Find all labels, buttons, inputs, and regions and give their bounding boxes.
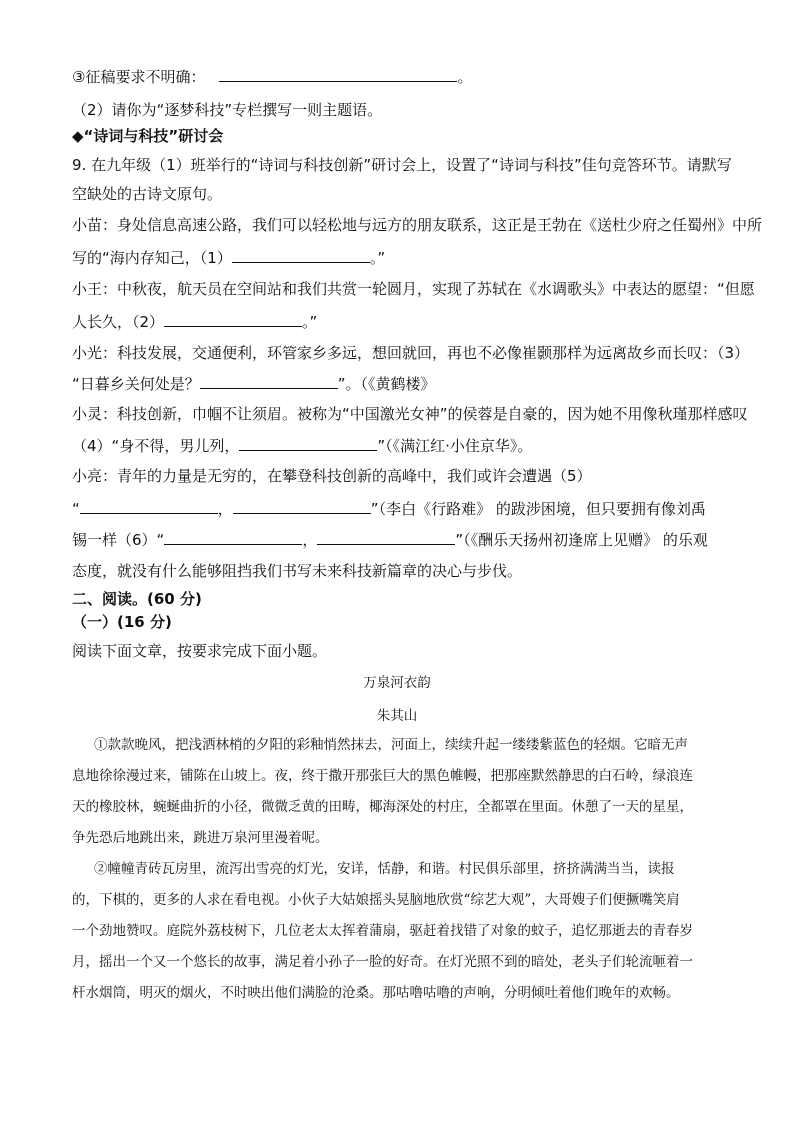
wang-line1: 小王：中秋夜，航天员在空间站和我们共赏一轮圆月，实现了苏轼在《水调歌头》中表达的愿望：“但愿: [72, 280, 755, 298]
q8-item3-end: 。: [457, 68, 473, 86]
answer-blank-1[interactable]: [232, 247, 370, 263]
liang-line2: [72, 498, 706, 519]
q9-line2: 空缺处的古诗文原句。: [72, 185, 223, 203]
article-author: 朱其山: [376, 708, 418, 724]
reading-header: 二、阅读。(60 分): [72, 590, 202, 608]
wang-line2-end: 。”: [302, 313, 318, 331]
article-p1-line: 息地徐徐漫过来，铺陈在山坡上。夜，终于撒开那张巨大的黑色帷幔，把那座默然静思的白石岭，绿浪连: [72, 768, 693, 784]
article-p1-line: 天的橡胶林，蜿蜒曲折的小径，微微乏黄的田畴，椰海深处的村庄，全都罩在里面。休憩了一天的星星，: [72, 799, 693, 815]
miao-line2-end: 。”: [369, 249, 386, 267]
liang-line3-end: ”（《酬乐天扬州初逢席上见赠》 的乐观: [455, 531, 708, 549]
liang-line4: 态度，就没有什么能够阻挡我们书写未来科技新篇章的决心与步伐。: [72, 562, 523, 580]
liang-line2-quote: “: [72, 500, 80, 518]
wang-line2-text: 人长久，（2）: [72, 313, 165, 331]
reading-instruction: 阅读下面文章，按要求完成下面小题。: [72, 642, 328, 660]
article-p2-line: 的，下棋的，更多的人求在看电视。小伙子大姑娘摇头晃脑地欣赏“综艺大观”，大哥嫂子们便撅嘴笑肩: [72, 892, 680, 908]
q8-item3-label: ③征稿要求不明确：: [72, 68, 206, 86]
answer-blank-5a[interactable]: [80, 498, 218, 514]
q8-part2: （2）请你为“逐梦科技”专栏撰写一则主题语。: [72, 101, 383, 119]
article-p2-line: 一个劲地赞叹。庭院外荔枝树下，几位老太太挥着蒲扇，驱赶着找错了对象的蚊子，追忆那逝去的青春岁: [72, 923, 693, 939]
article-p2-line: ②幢幢青砖瓦房里，流泻出雪亮的灯光，安详，恬静，和谐。村民俱乐部里，挤挤满满当当，读报: [94, 861, 675, 877]
ling-line2: [72, 435, 532, 456]
article-title: 万泉河衣韵: [363, 675, 431, 691]
ling-line1: 小灵：科技创新，巾帼不让须眉。被称为“中国激光女神”的侯蓉是自豪的，因为她不用像秋瑾那样感叹: [72, 405, 748, 423]
guang-line2: [72, 373, 436, 394]
miao-line2-text: 写的“海内存知己，（1）: [72, 249, 232, 267]
miao-line1: 小苗：身处信息高速公路，我们可以轻松地与远方的朋友联系，这正是王勃在《送杜少府之任蜀州》中所: [72, 216, 763, 234]
article-p1-line: 争先恐后地跳出来，跳进万泉河里漫着呢。: [72, 830, 329, 846]
answer-blank-2[interactable]: [164, 311, 302, 327]
guang-line2-end: ”。（《黄鹤楼》: [337, 375, 436, 393]
section-title: ◆“诗词与科技”研讨会: [72, 127, 224, 145]
wang-line2: [72, 311, 317, 332]
article-p2-line: 月，摇出一个又一个悠长的故事，满足着小孙子一脸的好奇。在灯光照不到的暗处，老头子们轮流咂着一: [72, 954, 693, 970]
article-p1-line: ①款款晚风，把浅洒林梢的夕阳的彩釉悄然抹去，河面上，续续升起一缕缕紫蓝色的轻烟。它暗无声: [94, 737, 688, 753]
liang-line3-text: 锡一样（6）“: [72, 531, 165, 549]
answer-blank-6a[interactable]: [164, 529, 302, 545]
liang-line3-comma: ，: [302, 531, 318, 549]
liang-line2-comma: ，: [217, 500, 233, 518]
reading-subheader: （一）(16 分): [72, 613, 172, 631]
liang-line2-text: ”（李白《行路难》 的跋涉困境，但只要拥有像刘禹: [370, 500, 706, 518]
ling-line2-text: （4）“身不得，男儿列，: [72, 437, 240, 455]
answer-blank-4[interactable]: [239, 435, 377, 451]
miao-line2: [72, 247, 385, 268]
answer-blank-6b[interactable]: [317, 529, 455, 545]
liang-line3: [72, 529, 708, 550]
article-p2-line: 杆水烟筒，明灭的烟火，不时映出他们满脸的沧桑。那咕噜咕噜的声响，分明倾吐着他们晚年的欢畅。: [72, 985, 680, 1001]
answer-blank-q8-3[interactable]: [219, 66, 457, 82]
q9-line1: 9. 在九年级（1）班举行的“诗词与科技创新”研讨会上，设置了“诗词与科技”佳句竞答环节。请默写: [72, 156, 732, 174]
answer-blank-3[interactable]: [200, 373, 338, 389]
ling-line2-end: ”（《满江红·小住京华》。: [377, 437, 533, 455]
q8-item3: [72, 66, 472, 87]
guang-line1: 小光：科技发展，交通便利，环管家乡多远，想回就回，再也不必像崔颢那样为远离故乡而长叹：（3）: [72, 344, 750, 362]
liang-line1: 小亮：青年的力量是无穷的，在攀登科技创新的高峰中，我们或许会遭遇（5）: [72, 467, 592, 485]
guang-line2-text: “日暮乡关何处是？: [72, 375, 200, 393]
answer-blank-5b[interactable]: [233, 498, 371, 514]
